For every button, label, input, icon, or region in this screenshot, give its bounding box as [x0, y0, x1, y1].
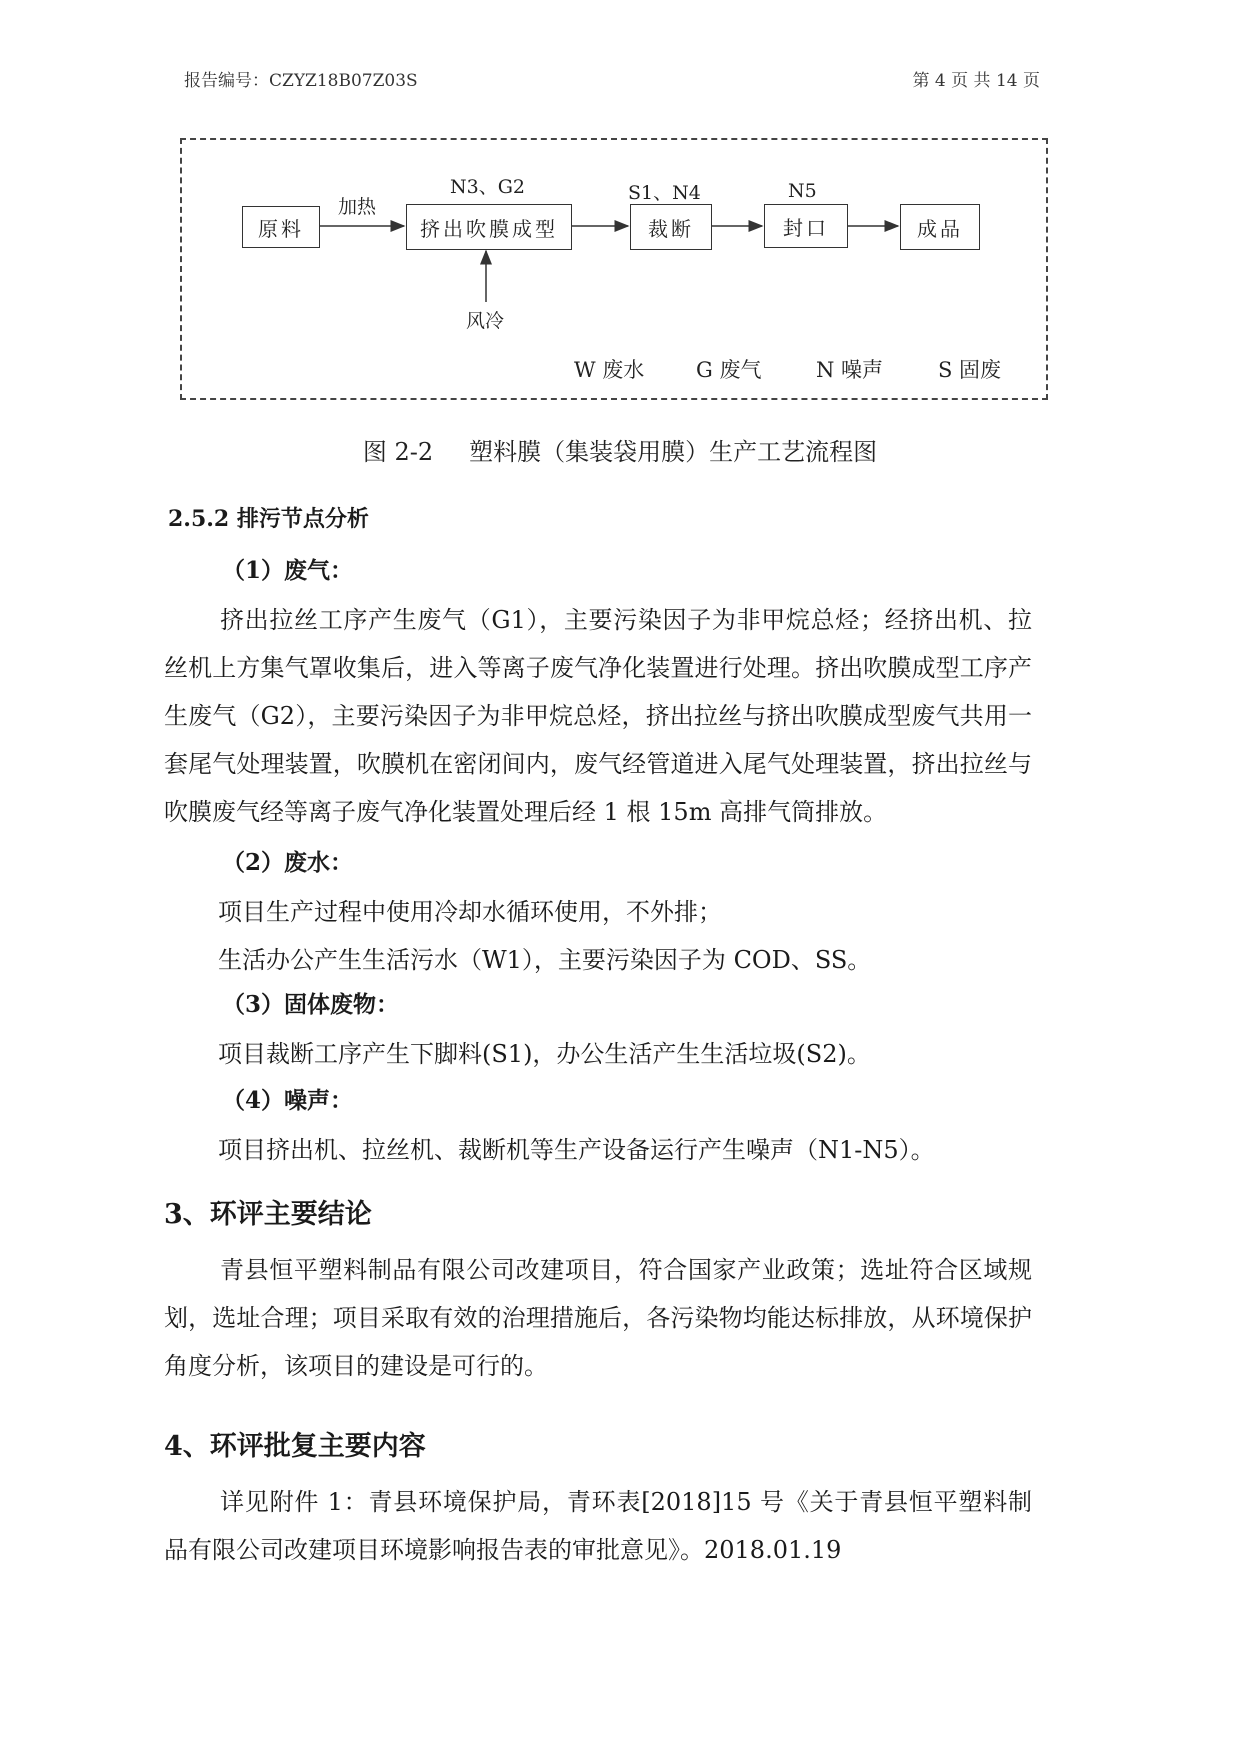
- page-number: 第 4 页 共 14 页: [912, 71, 1040, 91]
- node-raw-material: 原料: [242, 206, 320, 248]
- wastewater-line-1: 项目生产过程中使用冷却水循环使用，不外排；: [218, 898, 722, 926]
- label-air-cooling: 风冷: [466, 310, 505, 332]
- legend-waste-gas: G 废气: [696, 358, 762, 382]
- legend-wastewater: W 废水: [574, 358, 645, 382]
- section-4-paragraph: 详见附件 1：青县环境保护局，青环表[2018]15 号《关于青县恒平塑料制品有限公司改建项目环境影响报告表的审批意见》。2018.01.19: [164, 1488, 1032, 1564]
- node-product: 成品: [900, 204, 980, 250]
- section-4-title: 4、环评批复主要内容: [164, 1431, 426, 1462]
- waste-gas-paragraph: 挤出拉丝工序产生废气（G1），主要污染因子为非甲烷总烃；经挤出机、拉丝机上方集气罩收集后，进入等离子废气净化装置进行处理。挤出吹膜成型工序产生废气（G2），主要污染因子为非甲烷总烃，挤出拉丝与挤出吹膜成型废气共用一套尾气处理装置，吹膜机在密闭间内，废气经管道进入尾气处理装置，挤出拉丝与吹膜废气经等离子废气净化装置处理后经 1 根 15m 高排气筒排放。: [164, 606, 1032, 826]
- wastewater-heading: （2）废水：: [222, 849, 354, 876]
- solid-waste-line: 项目裁断工序产生下脚料(S1)，办公生活产生生活垃圾(S2)。: [218, 1040, 871, 1068]
- wastewater-line-2: 生活办公产生生活污水（W1），主要污染因子为 COD、SS。: [218, 946, 872, 974]
- node-sealing: 封口: [764, 204, 848, 248]
- legend-noise: N 噪声: [816, 358, 884, 382]
- section-252-title: 2.5.2 排污节点分析: [168, 506, 369, 532]
- report-number: 报告编号：CZYZ18B07Z03S: [184, 71, 418, 91]
- label-n5: N5: [788, 180, 817, 202]
- label-heating: 加热: [338, 196, 377, 218]
- process-flow-diagram: [180, 138, 1048, 400]
- node-extrusion-blow-molding: 挤出吹膜成型: [406, 204, 572, 250]
- label-s1-n4: S1、N4: [628, 182, 701, 204]
- noise-heading: （4）噪声：: [222, 1087, 354, 1114]
- section-3-paragraph: 青县恒平塑料制品有限公司改建项目，符合国家产业政策；选址符合区域规划，选址合理；项目采取有效的治理措施后，各污染物均能达标排放，从环境保护角度分析，该项目的建设是可行的。: [164, 1256, 1032, 1380]
- solid-waste-heading: （3）固体废物：: [222, 991, 400, 1018]
- figure-caption: [0, 432, 1240, 467]
- figure-number: 图 2-2: [362, 438, 434, 466]
- legend-solid-waste: S 固废: [938, 358, 1002, 382]
- label-n3-g2: N3、G2: [450, 176, 525, 198]
- node-cutting: 裁断: [630, 204, 712, 250]
- section-3-title: 3、环评主要结论: [164, 1199, 372, 1230]
- figure-title: 塑料膜（集装袋用膜）生产工艺流程图: [469, 438, 878, 466]
- waste-gas-heading: （1）废气：: [222, 557, 354, 584]
- noise-line: 项目挤出机、拉丝机、裁断机等生产设备运行产生噪声（N1-N5）。: [218, 1136, 935, 1164]
